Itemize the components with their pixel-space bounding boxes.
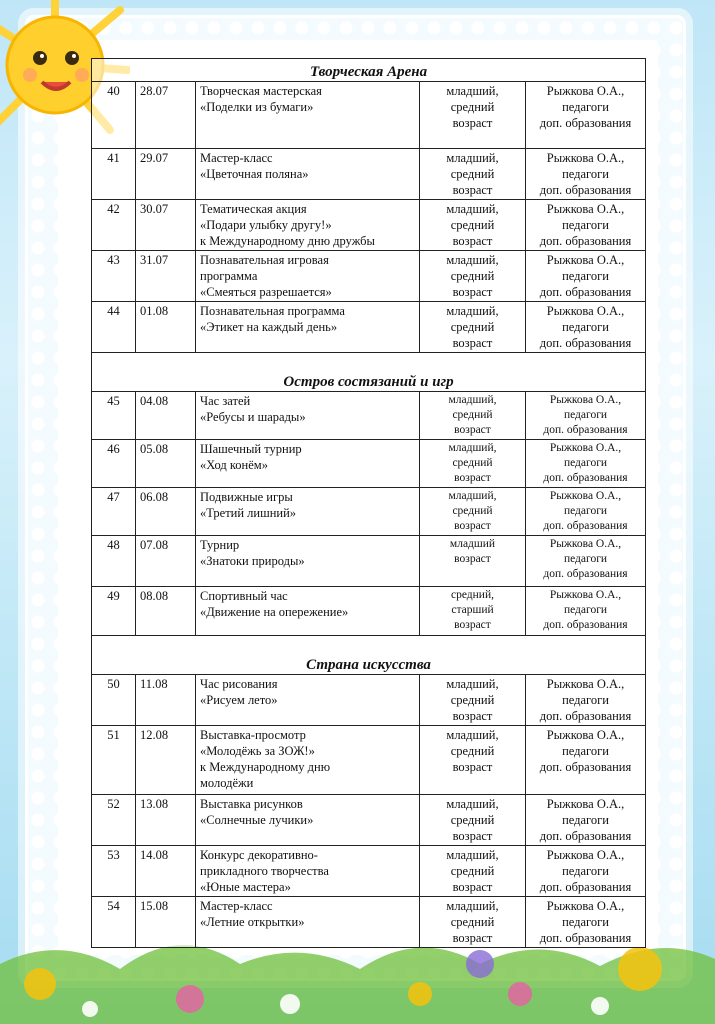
audience xyxy=(420,536,526,587)
responsible-line: доп. образования xyxy=(539,336,632,350)
audience xyxy=(420,392,526,440)
responsible-line: педагоги xyxy=(563,505,608,517)
event-title-line: «Поделки из бумаги» xyxy=(200,100,314,114)
responsible-line: Рыжкова О.А., xyxy=(546,253,625,267)
audience-line: средний xyxy=(450,693,495,707)
responsible xyxy=(526,200,646,251)
responsible-line: педагоги xyxy=(562,320,609,334)
audience xyxy=(420,795,526,846)
audience-line: младший, xyxy=(446,151,499,165)
row-number: 45 xyxy=(92,392,136,440)
responsible-line: доп. образования xyxy=(543,520,628,532)
responsible-line: педагоги xyxy=(562,167,609,181)
section-header xyxy=(92,353,646,392)
responsible-line: Рыжкова О.А., xyxy=(546,202,625,216)
audience xyxy=(420,82,526,149)
table-row xyxy=(92,488,646,536)
audience-line: младший, xyxy=(446,848,499,862)
event-title xyxy=(196,536,420,587)
event-title xyxy=(196,587,420,636)
event-title-line: Познавательная программа xyxy=(200,304,345,318)
event-title-line: к Международному дню дружбы xyxy=(200,234,375,248)
responsible xyxy=(526,675,646,726)
responsible-line: педагоги xyxy=(562,693,609,707)
audience-line: возраст xyxy=(452,880,493,894)
event-title-line: Мастер-класс xyxy=(200,899,273,913)
event-title-line: молодёжи xyxy=(200,776,254,790)
event-title xyxy=(196,795,420,846)
event-title-line: «Подари улыбку другу!» xyxy=(200,218,332,232)
event-title-line: Турнир xyxy=(200,538,240,552)
audience-line: средний xyxy=(450,218,495,232)
event-title-line: Шашечный турнир xyxy=(200,442,302,456)
responsible-line: Рыжкова О.А., xyxy=(549,538,622,550)
responsible xyxy=(526,726,646,795)
event-title xyxy=(196,846,420,897)
table-row xyxy=(92,897,646,948)
responsible-line: педагоги xyxy=(562,269,609,283)
responsible-line: Рыжкова О.А., xyxy=(549,490,622,502)
row-number: 49 xyxy=(92,587,136,636)
event-date: 29.07 xyxy=(136,149,196,200)
audience-line: младший, xyxy=(446,202,499,216)
event-date: 14.08 xyxy=(136,846,196,897)
audience-line: возраст xyxy=(452,234,493,248)
audience xyxy=(420,200,526,251)
section-header xyxy=(92,636,646,675)
responsible-line: Рыжкова О.А., xyxy=(546,84,625,98)
audience-line: средний xyxy=(450,167,495,181)
audience-line: младший, xyxy=(448,394,497,406)
event-title-line: «Смеяться разрешается» xyxy=(200,285,332,299)
audience-line: средний xyxy=(450,100,495,114)
table-row xyxy=(92,200,646,251)
audience xyxy=(420,675,526,726)
event-title-line: Мастер-класс xyxy=(200,151,273,165)
audience-line: младший, xyxy=(448,490,497,502)
event-title xyxy=(196,675,420,726)
table-row xyxy=(92,149,646,200)
responsible xyxy=(526,302,646,353)
responsible-line: Рыжкова О.А., xyxy=(546,151,625,165)
audience-line: возраст xyxy=(454,472,491,484)
event-date: 06.08 xyxy=(136,488,196,536)
responsible-line: педагоги xyxy=(562,864,609,878)
event-date: 08.08 xyxy=(136,587,196,636)
table-row xyxy=(92,536,646,587)
responsible-line: доп. образования xyxy=(539,709,632,723)
section-title: Страна искусства xyxy=(92,636,646,675)
event-title-line: Подвижные игры xyxy=(200,490,293,504)
audience xyxy=(420,251,526,302)
event-title-line: «Цветочная поляна» xyxy=(200,167,309,181)
table-row xyxy=(92,846,646,897)
table-row xyxy=(92,440,646,488)
event-title xyxy=(196,440,420,488)
audience-line: младший, xyxy=(446,304,499,318)
event-title-line: Конкурс декоративно- xyxy=(200,848,318,862)
event-title-line: Выставка-просмотр xyxy=(200,728,306,742)
audience xyxy=(420,440,526,488)
row-number: 46 xyxy=(92,440,136,488)
audience-line: возраст xyxy=(454,520,491,532)
audience xyxy=(420,897,526,948)
event-title-line: Спортивный час xyxy=(200,589,288,603)
event-title-line: Выставка рисунков xyxy=(200,797,303,811)
event-title-line: «Движение на опережение» xyxy=(200,605,349,619)
responsible-line: Рыжкова О.А., xyxy=(546,677,625,691)
responsible xyxy=(526,82,646,149)
audience-line: средний xyxy=(450,744,495,758)
table-row xyxy=(92,795,646,846)
table-row xyxy=(92,82,646,149)
event-title xyxy=(196,488,420,536)
audience-line: младший xyxy=(449,538,496,550)
row-number: 48 xyxy=(92,536,136,587)
responsible-line: Рыжкова О.А., xyxy=(546,304,625,318)
responsible-line: педагоги xyxy=(562,218,609,232)
responsible-line: доп. образования xyxy=(539,880,632,894)
responsible-line: педагоги xyxy=(562,744,609,758)
audience xyxy=(420,302,526,353)
event-title xyxy=(196,82,420,149)
responsible xyxy=(526,149,646,200)
table-row xyxy=(92,675,646,726)
audience-line: средний xyxy=(450,269,495,283)
responsible-line: педагоги xyxy=(562,100,609,114)
event-title-line: «Этикет на каждый день» xyxy=(200,320,338,334)
audience xyxy=(420,587,526,636)
event-title-line: «Летние открытки» xyxy=(200,915,305,929)
event-date: 11.08 xyxy=(136,675,196,726)
responsible xyxy=(526,536,646,587)
event-date: 30.07 xyxy=(136,200,196,251)
section-header xyxy=(92,59,646,82)
responsible-line: Рыжкова О.А., xyxy=(549,442,622,454)
event-title xyxy=(196,251,420,302)
audience xyxy=(420,149,526,200)
audience-line: старший xyxy=(451,604,494,616)
row-number: 47 xyxy=(92,488,136,536)
responsible-line: доп. образования xyxy=(539,829,632,843)
audience-line: младший, xyxy=(446,899,499,913)
section-title: Творческая Арена xyxy=(92,59,646,82)
audience-line: младший, xyxy=(446,84,499,98)
responsible xyxy=(526,440,646,488)
responsible-line: педагоги xyxy=(563,604,608,616)
responsible xyxy=(526,587,646,636)
responsible-line: доп. образования xyxy=(539,931,632,945)
table-row xyxy=(92,587,646,636)
responsible xyxy=(526,795,646,846)
responsible-line: педагоги xyxy=(563,409,608,421)
row-number: 43 xyxy=(92,251,136,302)
audience-line: возраст xyxy=(452,336,493,350)
responsible-line: педагоги xyxy=(562,813,609,827)
event-date: 13.08 xyxy=(136,795,196,846)
audience-line: средний xyxy=(450,320,495,334)
event-title-line: Тематическая акция xyxy=(200,202,307,216)
audience-line: средний xyxy=(450,915,495,929)
event-date: 05.08 xyxy=(136,440,196,488)
responsible-line: доп. образования xyxy=(543,568,628,580)
responsible-line: доп. образования xyxy=(543,472,628,484)
responsible-line: доп. образования xyxy=(539,116,632,130)
event-date: 28.07 xyxy=(136,82,196,149)
audience-line: средний xyxy=(452,457,493,469)
audience-line: возраст xyxy=(452,285,493,299)
audience-line: младший, xyxy=(448,442,497,454)
event-title-line: «Рисуем лето» xyxy=(200,693,278,707)
schedule-document xyxy=(91,58,645,948)
event-title-line: к Международному дню xyxy=(200,760,331,774)
row-number: 54 xyxy=(92,897,136,948)
audience-line: средний xyxy=(450,813,495,827)
event-title-line: прикладного творчества xyxy=(200,864,329,878)
event-title-line: «Молодёжь за ЗОЖ!» xyxy=(200,744,315,758)
event-title xyxy=(196,392,420,440)
audience-line: возраст xyxy=(452,760,493,774)
schedule-table xyxy=(91,58,646,948)
audience xyxy=(420,488,526,536)
event-title xyxy=(196,200,420,251)
responsible-line: педагоги xyxy=(563,457,608,469)
responsible-line: доп. образования xyxy=(539,234,632,248)
event-title-line: Творческая мастерская xyxy=(200,84,322,98)
event-title-line: «Третий лишний» xyxy=(200,506,297,520)
row-number: 42 xyxy=(92,200,136,251)
table-row xyxy=(92,302,646,353)
event-date: 12.08 xyxy=(136,726,196,795)
audience-line: младший, xyxy=(446,797,499,811)
audience-line: возраст xyxy=(452,116,493,130)
event-title-line: Час затей xyxy=(200,394,251,408)
audience-line: младший, xyxy=(446,677,499,691)
responsible-line: Рыжкова О.А., xyxy=(546,848,625,862)
responsible-line: Рыжкова О.А., xyxy=(546,899,625,913)
row-number: 52 xyxy=(92,795,136,846)
audience-line: младший, xyxy=(446,253,499,267)
responsible-line: доп. образования xyxy=(539,285,632,299)
audience-line: средний, xyxy=(451,589,494,601)
event-title-line: Час рисования xyxy=(200,677,278,691)
event-title xyxy=(196,897,420,948)
audience-line: средний xyxy=(452,505,493,517)
event-title-line: «Юные мастера» xyxy=(200,880,291,894)
responsible-line: Рыжкова О.А., xyxy=(546,728,625,742)
event-title-line: «Ребусы и шарады» xyxy=(200,410,306,424)
responsible xyxy=(526,251,646,302)
event-date: 04.08 xyxy=(136,392,196,440)
responsible-line: доп. образования xyxy=(539,183,632,197)
responsible-line: педагоги xyxy=(562,915,609,929)
audience-line: средний xyxy=(452,409,493,421)
responsible-line: Рыжкова О.А., xyxy=(549,589,622,601)
event-title-line: Познавательная игровая xyxy=(200,253,329,267)
audience-line: возраст xyxy=(452,709,493,723)
audience-line: средний xyxy=(450,864,495,878)
event-title-line: «Знатоки природы» xyxy=(200,554,305,568)
responsible xyxy=(526,897,646,948)
event-date: 15.08 xyxy=(136,897,196,948)
responsible-line: доп. образования xyxy=(543,424,628,436)
event-date: 01.08 xyxy=(136,302,196,353)
audience-line: возраст xyxy=(454,424,491,436)
responsible xyxy=(526,488,646,536)
table-row xyxy=(92,251,646,302)
audience-line: младший, xyxy=(446,728,499,742)
event-title xyxy=(196,302,420,353)
responsible-line: Рыжкова О.А., xyxy=(546,797,625,811)
event-title xyxy=(196,149,420,200)
event-title-line: «Ход конём» xyxy=(200,458,268,472)
row-number: 51 xyxy=(92,726,136,795)
row-number: 41 xyxy=(92,149,136,200)
table-row xyxy=(92,392,646,440)
row-number: 53 xyxy=(92,846,136,897)
event-date: 07.08 xyxy=(136,536,196,587)
audience-line: возраст xyxy=(452,931,493,945)
event-title-line: программа xyxy=(200,269,258,283)
row-number: 50 xyxy=(92,675,136,726)
row-number: 44 xyxy=(92,302,136,353)
audience-line: возраст xyxy=(454,619,491,631)
audience-line: возраст xyxy=(452,829,493,843)
responsible-line: Рыжкова О.А., xyxy=(549,394,622,406)
responsible-line: педагоги xyxy=(563,553,608,565)
row-number: 40 xyxy=(92,82,136,149)
audience xyxy=(420,726,526,795)
audience xyxy=(420,846,526,897)
section-title: Остров состязаний и игр xyxy=(92,353,646,392)
event-title xyxy=(196,726,420,795)
responsible-line: доп. образования xyxy=(543,619,628,631)
table-row xyxy=(92,726,646,795)
responsible xyxy=(526,392,646,440)
event-title-line: «Солнечные лучики» xyxy=(200,813,314,827)
audience-line: возраст xyxy=(454,553,491,565)
event-date: 31.07 xyxy=(136,251,196,302)
responsible-line: доп. образования xyxy=(539,760,632,774)
responsible xyxy=(526,846,646,897)
audience-line: возраст xyxy=(452,183,493,197)
